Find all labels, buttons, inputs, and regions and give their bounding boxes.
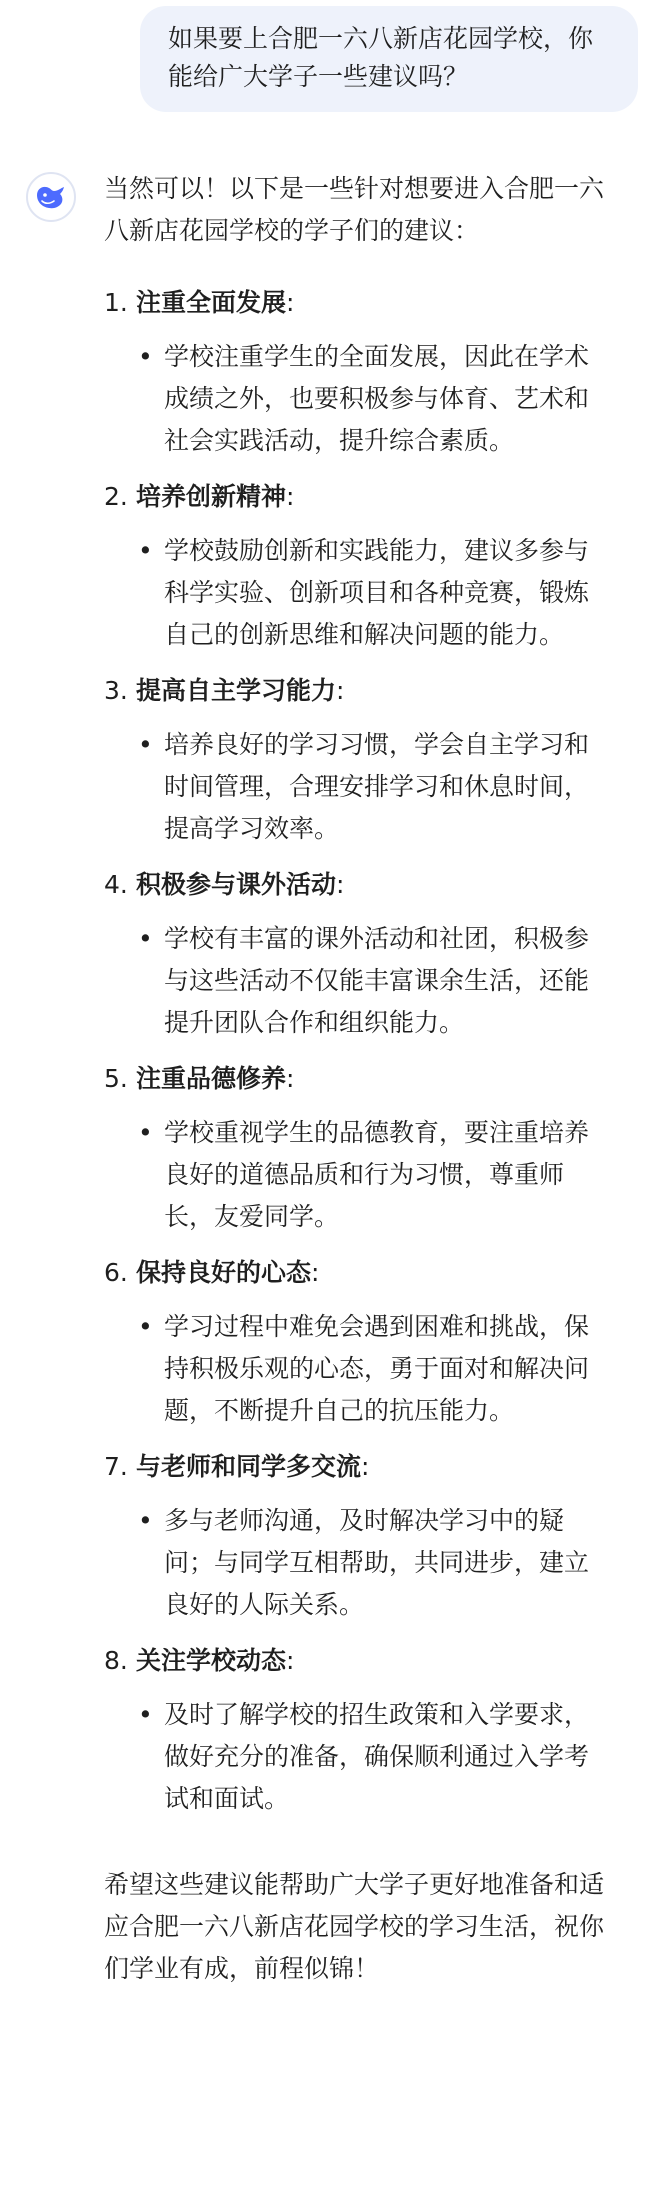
suggestion-heading <box>104 282 604 324</box>
suggestion-item <box>104 670 604 850</box>
suggestion-item <box>104 864 604 1044</box>
suggestion-number: 1. <box>104 288 128 317</box>
assistant-closing: 希望这些建议能帮助广大学子更好地准备和适应合肥一六八新店花园学校的学习生活，祝你们学业有成，前程似锦！ <box>104 1870 605 1983</box>
assistant-avatar <box>26 172 76 222</box>
suggestion-item <box>104 476 604 656</box>
suggestion-heading <box>104 1640 604 1682</box>
suggestion-list <box>104 282 604 1820</box>
bullet-dot-icon: • <box>138 536 153 565</box>
suggestion-bullet <box>104 1694 604 1820</box>
suggestion-detail: 及时了解学校的招生政策和入学要求，做好充分的准备，确保顺利通过入学考试和面试。 <box>164 1700 590 1813</box>
suggestion-bullet <box>104 530 604 656</box>
suggestion-colon: : <box>286 1646 295 1675</box>
suggestion-detail: 学校有丰富的课外活动和社团，积极参与这些活动不仅能丰富课余生活，还能提升团队合作和组织能力。 <box>164 924 590 1037</box>
bullet-dot-icon: • <box>138 342 153 371</box>
bullet-dot-icon: • <box>138 1700 153 1729</box>
suggestion-colon: : <box>336 870 345 899</box>
suggestion-colon: : <box>286 1064 295 1093</box>
suggestion-detail: 学习过程中难免会遇到困难和挑战，保持积极乐观的心态，勇于面对和解决问题，不断提升自己的抗压能力。 <box>164 1312 590 1425</box>
suggestion-heading <box>104 476 604 518</box>
suggestion-heading <box>104 864 604 906</box>
suggestion-title: 提高自主学习能力 <box>136 676 337 705</box>
bullet-dot-icon: • <box>138 924 153 953</box>
suggestion-title: 与老师和同学多交流 <box>136 1452 362 1481</box>
suggestion-colon: : <box>286 482 295 511</box>
suggestion-number: 5. <box>104 1064 128 1093</box>
assistant-message <box>104 168 604 1990</box>
suggestion-number: 6. <box>104 1258 128 1287</box>
bullet-dot-icon: • <box>138 1118 153 1147</box>
suggestion-title: 注重品德修养 <box>136 1064 287 1093</box>
suggestion-heading <box>104 1446 604 1488</box>
suggestion-title: 积极参与课外活动 <box>136 870 337 899</box>
assistant-intro: 当然可以！以下是一些针对想要进入合肥一六八新店花园学校的学子们的建议： <box>104 174 605 245</box>
user-message-bubble: 如果要上合肥一六八新店花园学校，你能给广大学子一些建议吗？ <box>140 6 638 112</box>
suggestion-detail: 多与老师沟通，及时解决学习中的疑问；与同学互相帮助，共同进步，建立良好的人际关系。 <box>164 1506 590 1619</box>
suggestion-item <box>104 1640 604 1820</box>
suggestion-title: 注重全面发展 <box>136 288 287 317</box>
suggestion-number: 7. <box>104 1452 128 1481</box>
suggestion-title: 关注学校动态 <box>136 1646 287 1675</box>
bullet-dot-icon: • <box>138 730 153 759</box>
suggestion-heading <box>104 1058 604 1100</box>
suggestion-bullet <box>104 1500 604 1626</box>
suggestion-heading <box>104 670 604 712</box>
suggestion-colon: : <box>336 676 345 705</box>
suggestion-colon: : <box>286 288 295 317</box>
suggestion-detail: 培养良好的学习习惯，学会自主学习和时间管理，合理安排学习和休息时间，提高学习效率。 <box>164 730 590 843</box>
suggestion-heading <box>104 1252 604 1294</box>
suggestion-title: 保持良好的心态 <box>136 1258 312 1287</box>
suggestion-item <box>104 1446 604 1626</box>
suggestion-colon: : <box>311 1258 320 1287</box>
whale-logo-icon <box>34 180 68 214</box>
suggestion-number: 4. <box>104 870 128 899</box>
bullet-dot-icon: • <box>138 1506 153 1535</box>
suggestion-item <box>104 1252 604 1432</box>
suggestion-number: 3. <box>104 676 128 705</box>
suggestion-bullet <box>104 336 604 462</box>
suggestion-detail: 学校鼓励创新和实践能力，建议多参与科学实验、创新项目和各种竞赛，锻炼自己的创新思维和解决问题的能力。 <box>164 536 590 649</box>
suggestion-item <box>104 1058 604 1238</box>
suggestion-title: 培养创新精神 <box>136 482 287 511</box>
suggestion-bullet <box>104 918 604 1044</box>
suggestion-number: 2. <box>104 482 128 511</box>
suggestion-detail: 学校重视学生的品德教育，要注重培养良好的道德品质和行为习惯，尊重师长，友爱同学。 <box>164 1118 590 1231</box>
suggestion-bullet <box>104 1306 604 1432</box>
bullet-dot-icon: • <box>138 1312 153 1341</box>
suggestion-bullet <box>104 724 604 850</box>
suggestion-bullet <box>104 1112 604 1238</box>
suggestion-detail: 学校注重学生的全面发展，因此在学术成绩之外，也要积极参与体育、艺术和社会实践活动，提升综合素质。 <box>164 342 590 455</box>
suggestion-number: 8. <box>104 1646 128 1675</box>
suggestion-colon: : <box>361 1452 370 1481</box>
user-message-row <box>140 6 638 112</box>
suggestion-item <box>104 282 604 462</box>
